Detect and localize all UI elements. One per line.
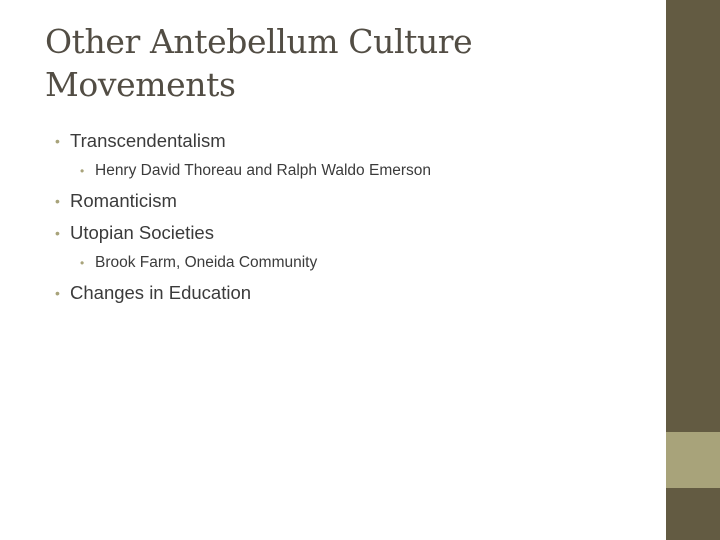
- slide-title: [45, 20, 645, 106]
- bullet-text: Brook Farm, Oneida Community: [95, 254, 318, 271]
- bullet-text: Utopian Societies: [70, 222, 214, 243]
- bullet-dot-icon: •: [80, 164, 85, 178]
- bullet-dot-icon: •: [55, 285, 60, 301]
- bullet-text: Transcendentalism: [70, 130, 226, 151]
- slide-title-line-2: Movements: [45, 65, 236, 104]
- bullet-list: [52, 128, 652, 312]
- bullet-text: Henry David Thoreau and Ralph Waldo Emerson: [95, 162, 432, 179]
- sidebar-band-bottom: [666, 488, 720, 540]
- sidebar-band-top: [666, 0, 720, 432]
- bullet-text: Romanticism: [70, 190, 177, 211]
- sidebar-accent-band: [666, 432, 720, 488]
- bullet-item-changes-in-education: [52, 280, 652, 306]
- bullet-dot-icon: •: [55, 193, 60, 209]
- bullet-dot-icon: •: [55, 225, 60, 241]
- bullet-item-transcendentalism: [52, 128, 652, 154]
- bullet-dot-icon: •: [55, 133, 60, 149]
- bullet-item-utopian-societies: [52, 220, 652, 246]
- bullet-dot-icon: •: [80, 256, 85, 270]
- bullet-text: Changes in Education: [70, 282, 252, 303]
- sub-bullet-item-thoreau-emerson: [52, 160, 652, 182]
- slide-title-line-1: Other Antebellum Culture: [45, 22, 473, 61]
- sub-bullet-item-brook-farm-oneida: [52, 252, 652, 274]
- bullet-item-romanticism: [52, 188, 652, 214]
